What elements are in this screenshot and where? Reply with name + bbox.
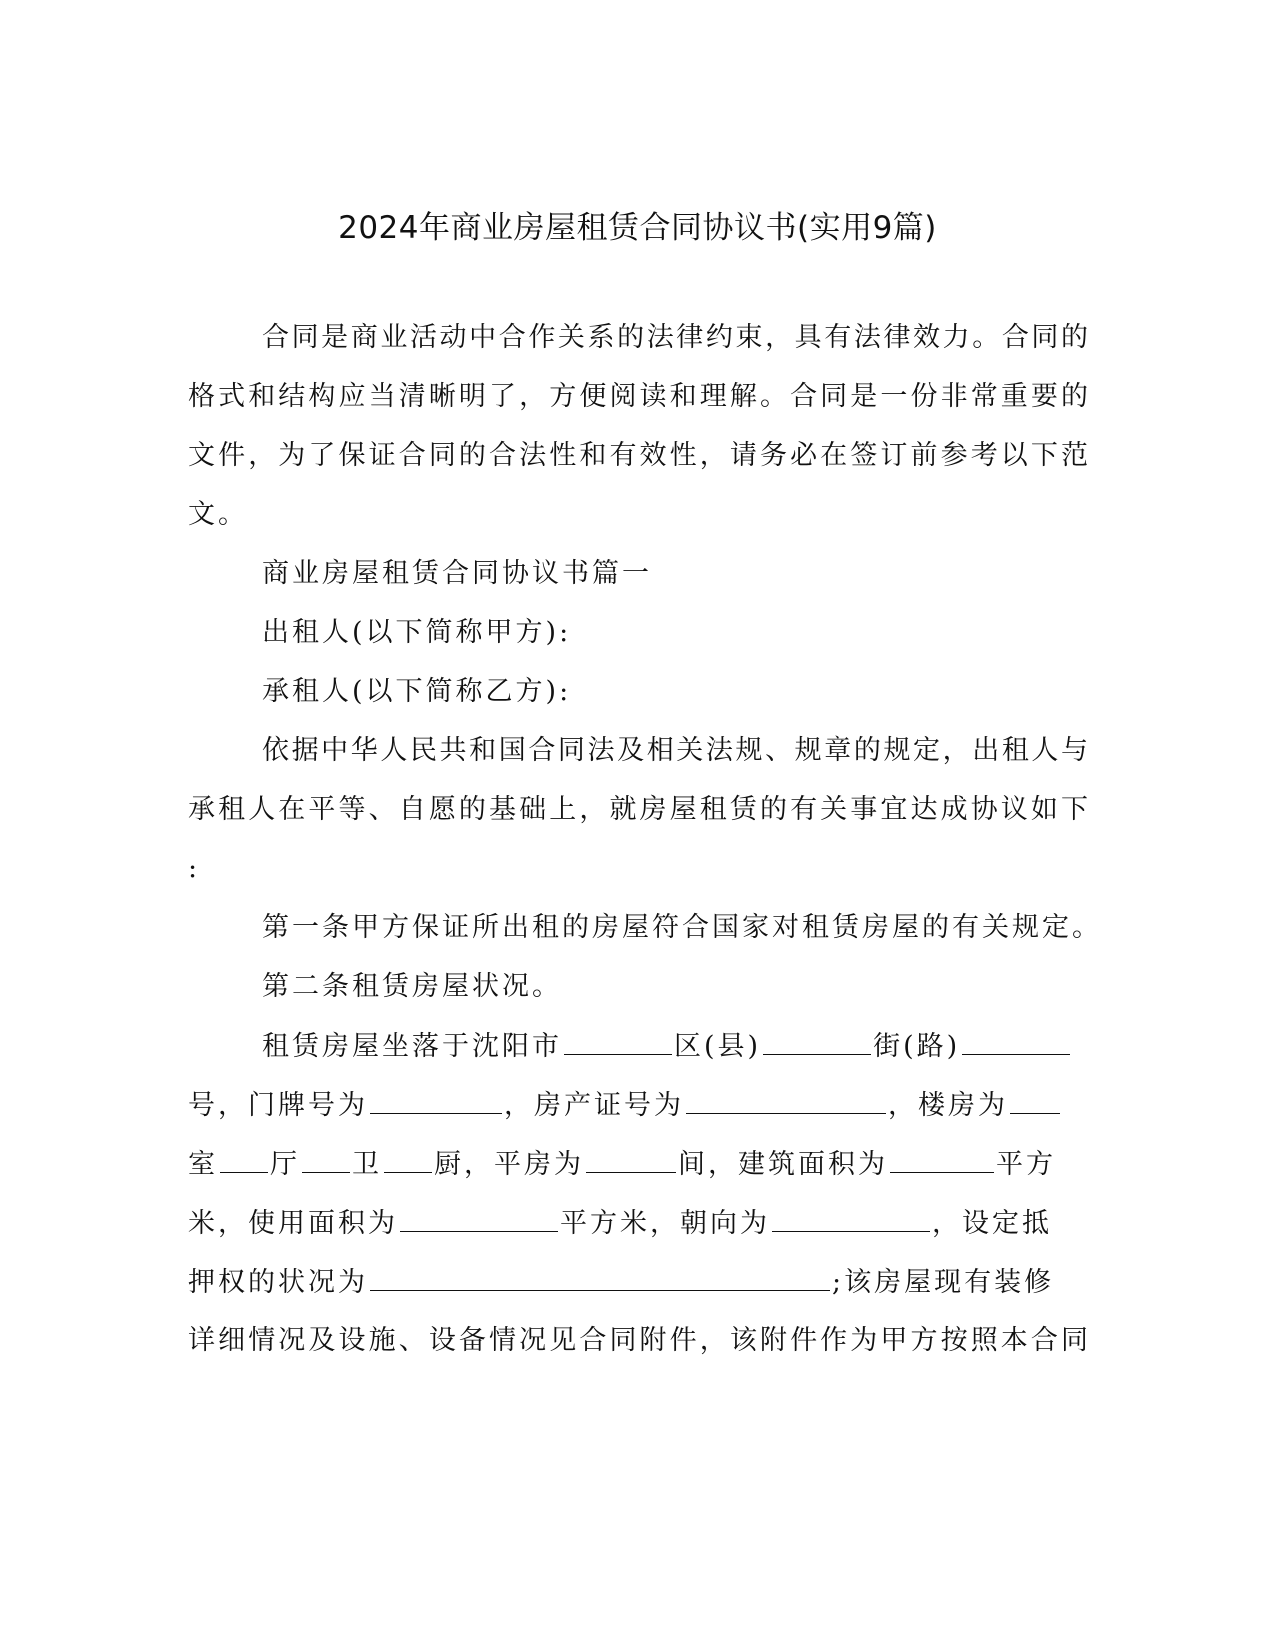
- property-text: 米，使用面积为: [188, 1208, 398, 1239]
- property-text: 厅: [270, 1149, 300, 1180]
- article-2: 第二条租赁房屋状况。: [262, 971, 562, 1002]
- property-text: 卫: [352, 1149, 382, 1180]
- property-text: 号，门牌号为: [188, 1090, 368, 1121]
- blank-street-field[interactable]: [763, 1028, 871, 1055]
- document-title: 2024年商业房屋租赁合同协议书(实用9篇): [338, 210, 937, 246]
- property-text: 室: [188, 1149, 218, 1180]
- property-text: ，房产证号为: [504, 1090, 684, 1121]
- blank-bungalow-rooms-field[interactable]: [586, 1146, 676, 1173]
- blank-door-number-field[interactable]: [370, 1087, 502, 1114]
- party-b-line: 承租人(以下简称乙方):: [262, 676, 572, 707]
- property-text: 租赁房屋坐落于沈阳市: [262, 1031, 562, 1062]
- blank-number-field[interactable]: [962, 1028, 1070, 1055]
- basis-line-2: 承租人在平等、自愿的基础上，就房屋租赁的有关事宜达成协议如下: [188, 794, 1088, 825]
- section-heading: 商业房屋租赁合同协议书篇一: [262, 558, 652, 589]
- property-text: 平方: [996, 1149, 1056, 1180]
- property-text: 平方米，朝向为: [560, 1208, 770, 1239]
- blank-mortgage-field[interactable]: [370, 1264, 830, 1291]
- property-line-6: 详细情况及设施、设备情况见合同附件，该附件作为甲方按照本合同: [188, 1325, 1088, 1356]
- basis-line-1: 依据中华人民共和国合同法及相关法规、规章的规定，出租人与: [262, 735, 1088, 766]
- property-text: 区(县): [674, 1031, 762, 1062]
- property-text: 厨，平房为: [434, 1149, 584, 1180]
- party-a-line: 出租人(以下简称甲方):: [262, 617, 572, 648]
- property-text: ，设定抵: [932, 1208, 1052, 1239]
- blank-orientation-field[interactable]: [772, 1205, 930, 1232]
- basis-line-3: :: [188, 853, 201, 884]
- blank-district-field[interactable]: [564, 1028, 672, 1055]
- blank-floor-area-field[interactable]: [890, 1146, 994, 1173]
- property-line-4: [188, 1205, 1088, 1242]
- article-1: 第一条甲方保证所出租的房屋符合国家对租赁房屋的有关规定。: [262, 912, 1102, 943]
- blank-usable-area-field[interactable]: [400, 1205, 558, 1232]
- blank-kitchens-field[interactable]: [384, 1146, 432, 1173]
- property-line-1: [262, 1028, 1088, 1065]
- intro-line-2: 格式和结构应当清晰明了，方便阅读和理解。合同是一份非常重要的: [188, 381, 1088, 412]
- property-text: 押权的状况为: [188, 1267, 368, 1298]
- blank-certificate-field[interactable]: [686, 1087, 886, 1114]
- property-text: ，楼房为: [888, 1090, 1008, 1121]
- intro-line-1: 合同是商业活动中合作关系的法律约束，具有法律效力。合同的: [262, 322, 1088, 353]
- property-text: ;该房屋现有装修: [832, 1267, 1055, 1298]
- property-line-5: [188, 1264, 1088, 1301]
- intro-line-3: 文件，为了保证合同的合法性和有效性，请务必在签订前参考以下范: [188, 440, 1088, 471]
- blank-rooms-field[interactable]: [1010, 1087, 1060, 1114]
- property-text: 街(路): [873, 1031, 961, 1062]
- intro-line-4: 文。: [188, 499, 248, 530]
- property-text: 间，建筑面积为: [678, 1149, 888, 1180]
- blank-baths-field[interactable]: [302, 1146, 350, 1173]
- blank-halls-field[interactable]: [220, 1146, 268, 1173]
- property-line-3: [188, 1146, 1088, 1183]
- property-line-2: [188, 1087, 1088, 1124]
